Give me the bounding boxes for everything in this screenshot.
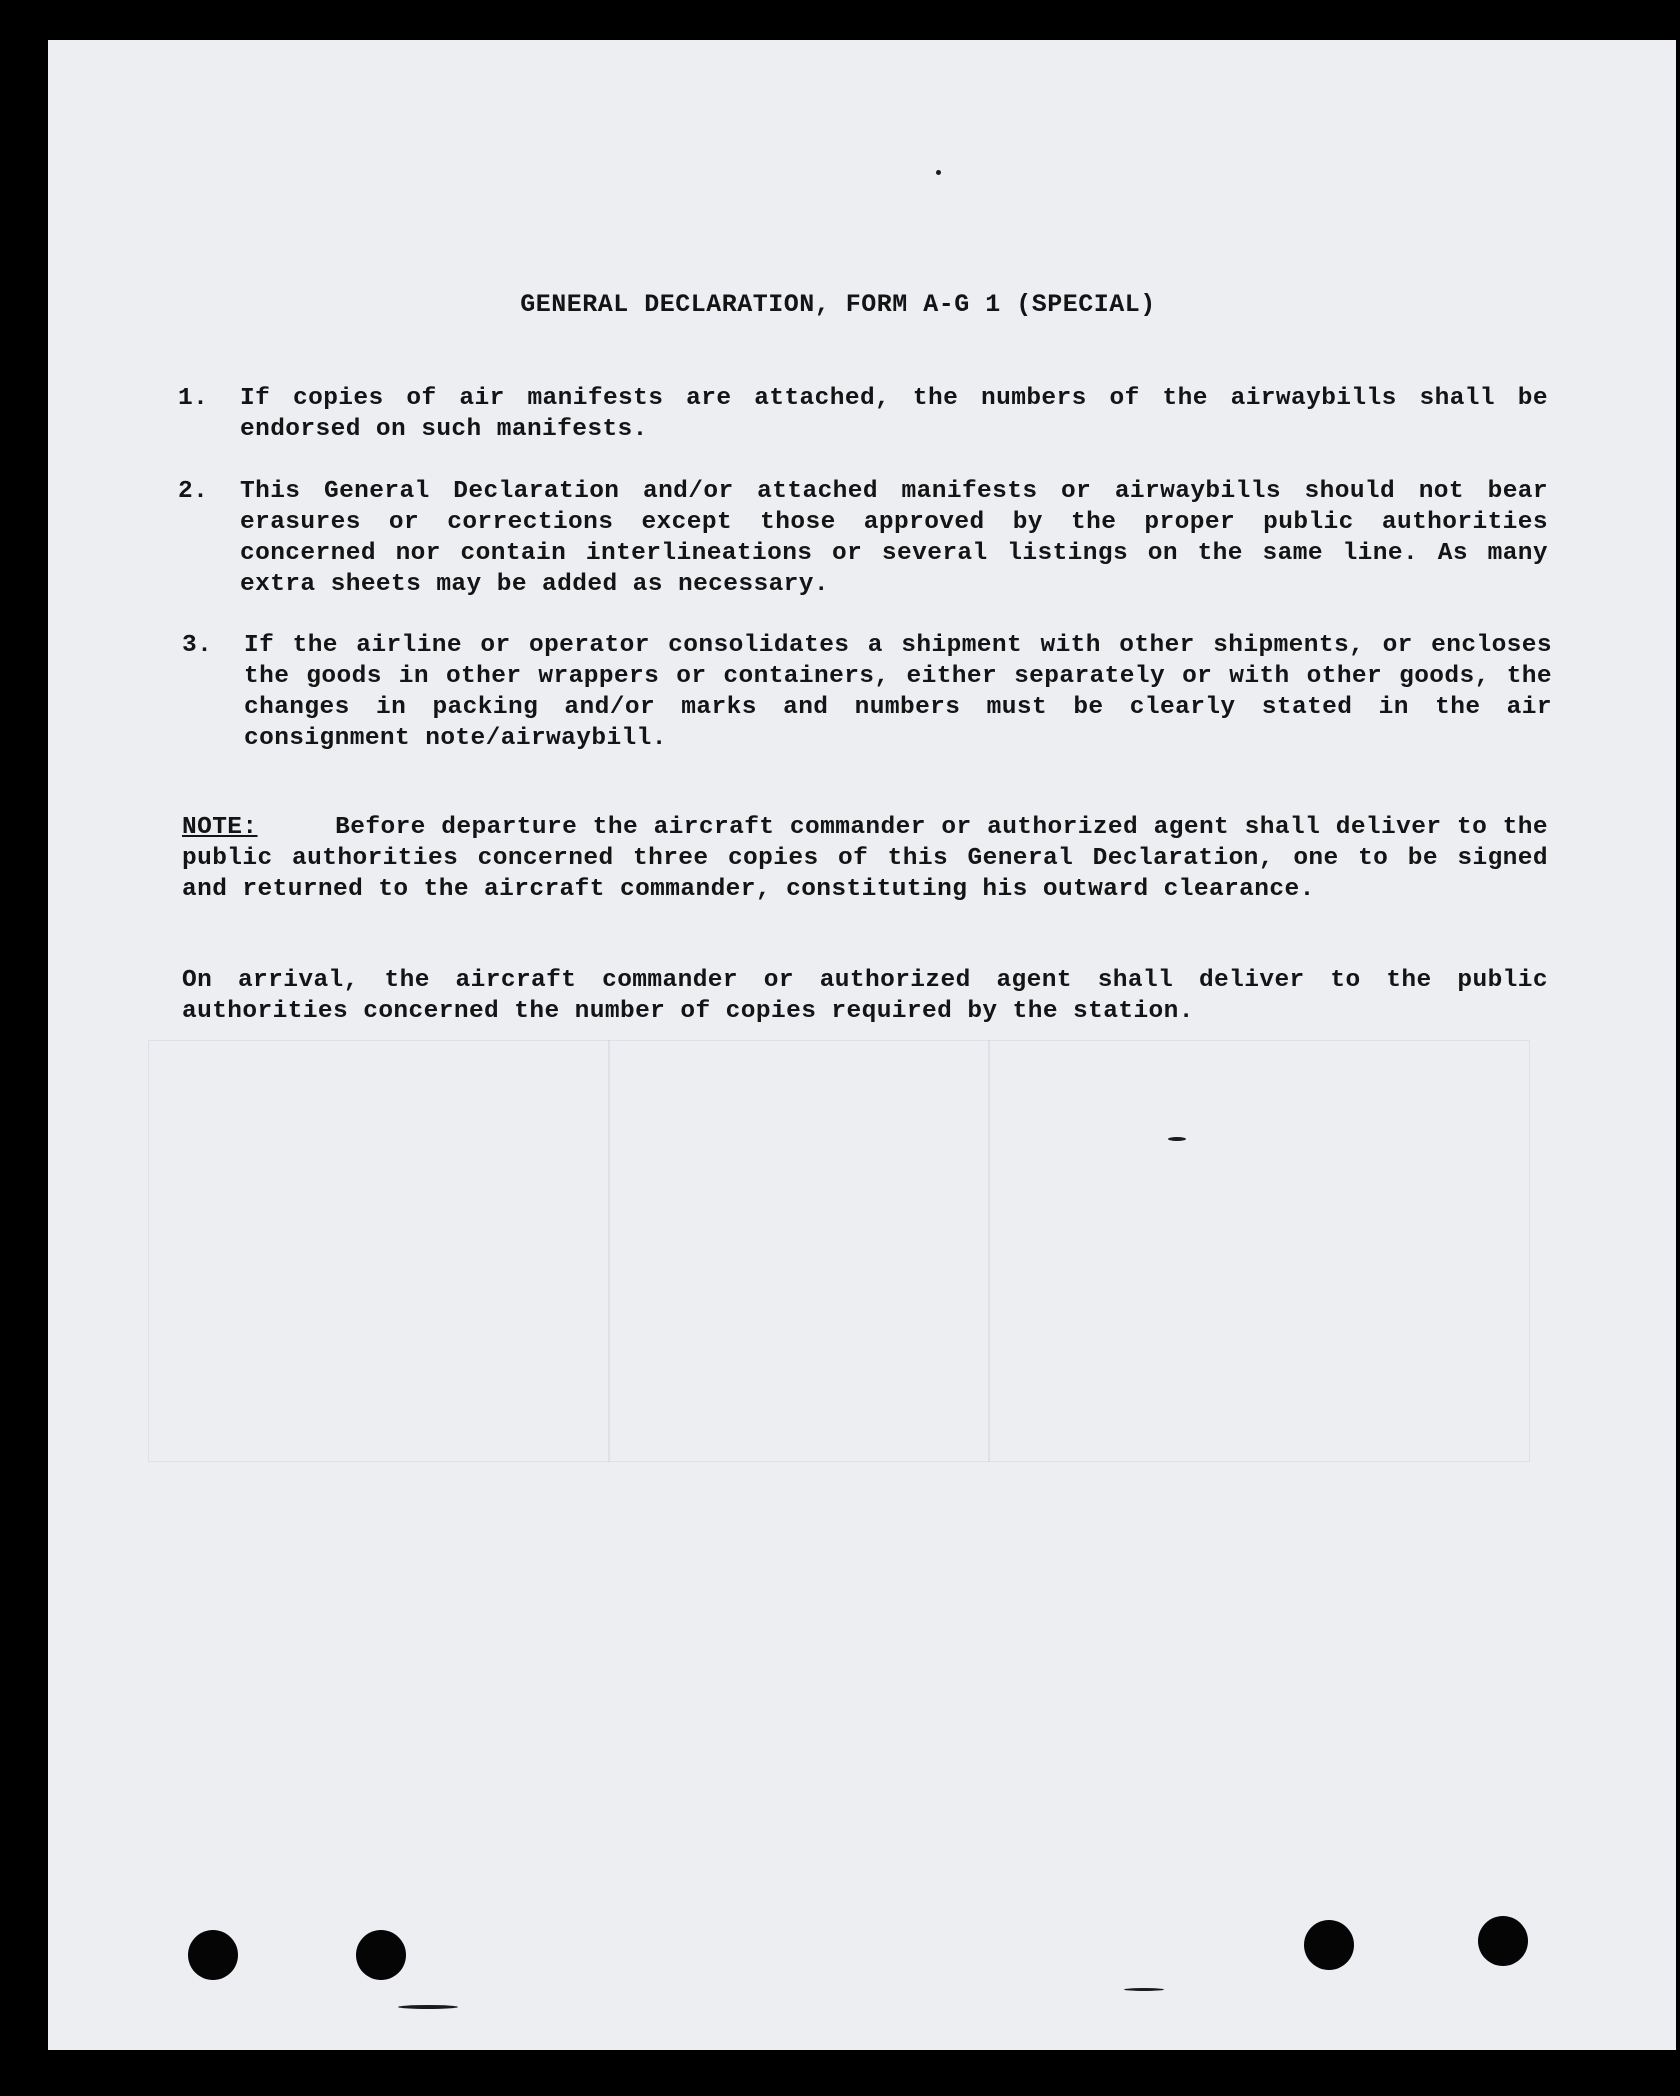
speck	[936, 170, 941, 175]
bleed-through-table-divider-2	[988, 1040, 990, 1462]
punch-hole	[188, 1930, 238, 1980]
punch-hole	[1478, 1916, 1528, 1966]
document-page	[48, 40, 1676, 2050]
punch-hole	[1304, 1920, 1354, 1970]
item-number: 2.	[178, 478, 209, 505]
bleed-through-table	[148, 1040, 1530, 1462]
punch-hole	[356, 1930, 406, 1980]
speck	[1168, 1137, 1186, 1141]
arrival-paragraph: On arrival, the aircraft commander or authorized agent shall deliver to the public authorities concerned the number of copies required by the station.	[182, 967, 1548, 1025]
speck	[1124, 1988, 1164, 1991]
item-text: If copies of air manifests are attached, the numbers of the airwaybills shall be endorsed on such manifests.	[240, 385, 1548, 443]
item-number: 1.	[178, 385, 209, 412]
form-title: GENERAL DECLARATION, FORM A-G 1 (SPECIAL)	[520, 290, 1156, 319]
note-label: NOTE:	[182, 814, 258, 841]
speck	[398, 2005, 458, 2009]
item-number: 3.	[182, 632, 213, 659]
note-paragraph	[182, 812, 1548, 905]
item-text: This General Declaration and/or attached manifests or airwaybills should not bear erasures or corrections except those approved by the proper public authorities concerned nor contain interlineations or several listings on the same line. As many extra sheets may be added as necessary.	[240, 478, 1548, 598]
item-text: If the airline or operator consolidates a shipment with other shipments, or encloses the goods in other wrappers or containers, either separately or with other goods, the changes in packing and/or marks and numbers must be clearly stated in the air consignment note/airwaybill.	[244, 632, 1552, 752]
note-text: Before departure the aircraft commander or authorized agent shall deliver to the public authorities concerned three copies of this General Declaration, one to be signed and returned to the aircraft commander, constituting his outward clearance.	[182, 814, 1548, 903]
bleed-through-table-divider	[608, 1040, 610, 1462]
